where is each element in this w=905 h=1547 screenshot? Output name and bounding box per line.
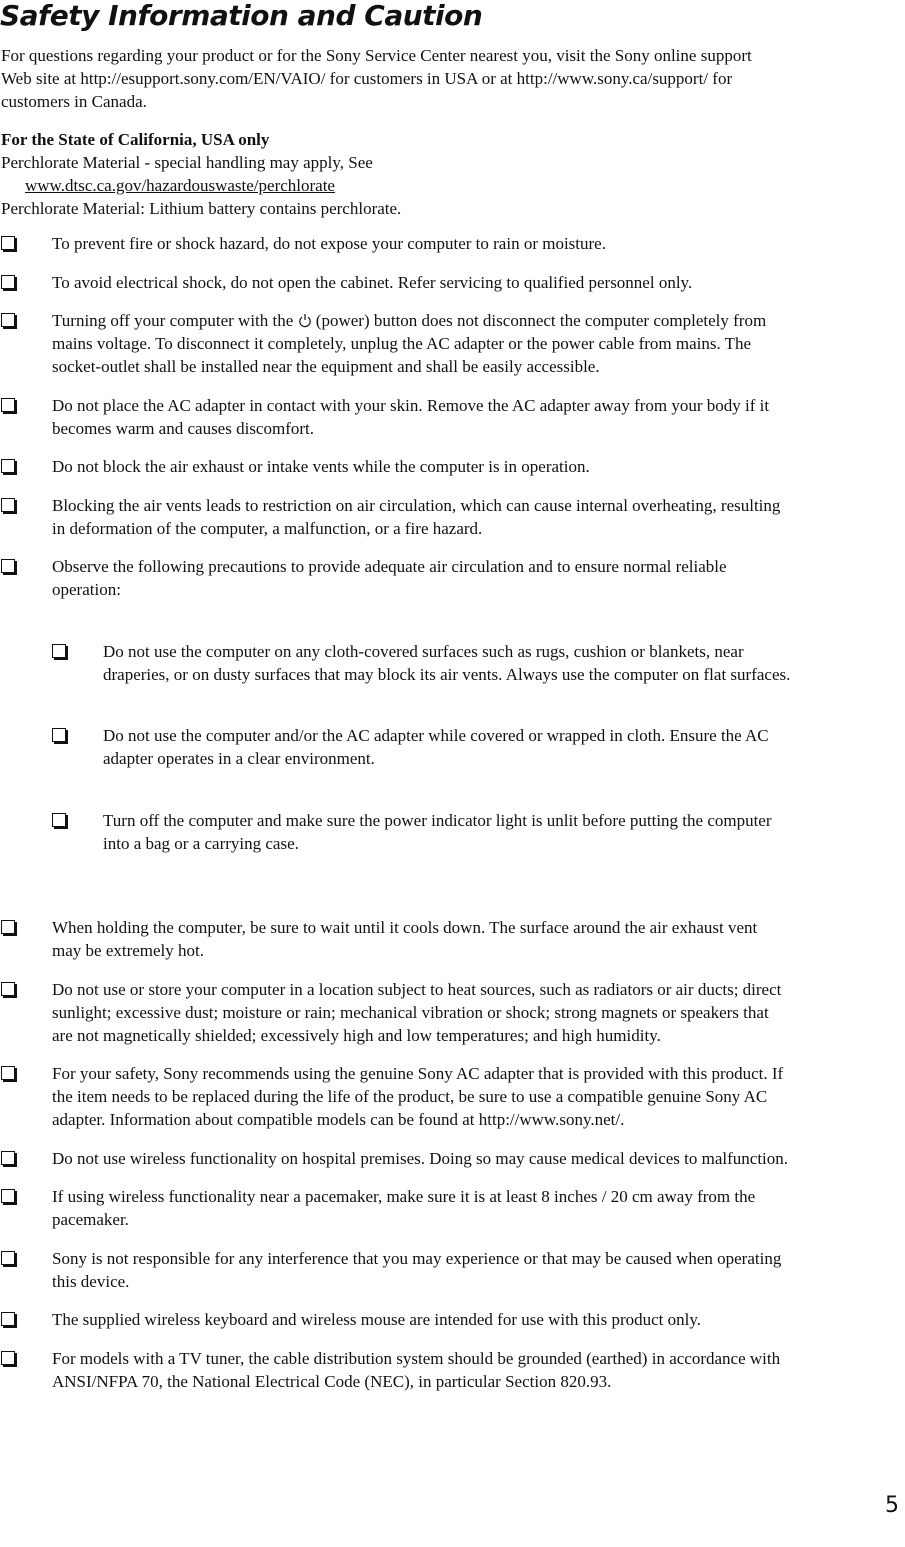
list-item <box>1 1347 905 1393</box>
power-icon <box>298 313 312 328</box>
california-section <box>1 128 905 220</box>
page-title: Safety Information and Caution <box>0 0 483 32</box>
checkbox-bullet-icon <box>1 275 15 289</box>
list-item <box>1 1308 905 1331</box>
list-item <box>1 1147 905 1170</box>
checkbox-bullet-icon <box>52 728 66 742</box>
list-item <box>1 271 905 294</box>
item-text: Do not place the AC adapter in contact with your skin. Remove the AC adapter away from your body if it becomes warm and causes discomfort. <box>52 395 770 438</box>
checkbox-bullet-icon <box>1 1189 15 1203</box>
item-text: Turn off the computer and make sure the power indicator light is unlit before putting the computer into a bag or a carrying case. <box>103 810 772 853</box>
list-item <box>1 455 905 478</box>
list-item <box>1 494 905 540</box>
list-item <box>1 1185 905 1231</box>
checkbox-bullet-icon <box>1 398 15 412</box>
document-body <box>1 44 905 1408</box>
checkbox-bullet-icon <box>1 236 15 250</box>
item-text: The supplied wireless keyboard and wireless mouse are intended for use with this product only. <box>52 1310 701 1329</box>
list-item <box>1 232 905 255</box>
perchlorate-line-1: Perchlorate Material - special handling may apply, See <box>1 153 373 172</box>
item-text: Turning off your computer with the <box>52 311 298 330</box>
list-item <box>1 555 905 901</box>
item-text: Sony is not responsible for any interference that you may experience or that may be caused when operating this device. <box>52 1248 782 1291</box>
item-text: For your safety, Sony recommends using the genuine Sony AC adapter that is provided with this product. If the item needs to be replaced during the life of the product, be sure to use a compatible genuine Sony AC adapter. Information about compatible models can be found at http://www.sony.net/. <box>52 1064 784 1129</box>
sub-list-item <box>52 809 905 855</box>
list-item <box>1 978 905 1047</box>
list-item <box>1 1062 905 1131</box>
sub-list-item <box>52 724 905 770</box>
california-heading: For the State of California, USA only <box>1 130 270 149</box>
perchlorate-link[interactable]: www.dtsc.ca.gov/hazardouswaste/perchlorate <box>25 176 335 195</box>
intro-paragraph: For questions regarding your product or for the Sony Service Center nearest you, visit the Sony online support Web site at http://esupport.sony.com/EN/VAIO/ for customers in USA or at http://www.sony.ca/support/ for customers in Canada. <box>1 46 752 111</box>
list-item <box>1 916 905 962</box>
item-text: (power) button does not disconnect the computer completely from mains voltage. To disconnect it completely, unplug the AC adapter or the power cable from mains. The socket-outlet shall be installed near the equipment and shall be easily accessible. <box>52 311 767 376</box>
item-text: To avoid electrical shock, do not open the cabinet. Refer servicing to qualified personnel only. <box>52 272 693 292</box>
item-text: Do not use or store your computer in a location subject to heat sources, such as radiators or air ducts; direct sunlight; excessive dust; moisture or rain; mechanical vibration or shock; strong magnets or speakers that are not magnetically shielded; excessively high and low temperatures; and high humidity. <box>52 979 782 1045</box>
item-text: For models with a TV tuner, the cable distribution system should be grounded (earthed) in accordance with ANSI/NFPA 70, the National Electrical Code (NEC), in particular Section 820.93. <box>52 1348 781 1391</box>
perchlorate-line-2: Perchlorate Material: Lithium battery contains perchlorate. <box>1 199 402 218</box>
item-text: Observe the following precautions to provide adequate air circulation and to ensure normal reliable operation: <box>52 557 727 599</box>
sub-list-item <box>52 640 905 686</box>
checkbox-bullet-icon <box>1 1351 15 1365</box>
checkbox-bullet-icon <box>1 1151 15 1165</box>
checkbox-bullet-icon <box>1 1251 15 1265</box>
item-text: Blocking the air vents leads to restriction on air circulation, which can cause internal overheating, resulting in deformation of the computer, a malfunction, or a fire hazard. <box>52 495 781 538</box>
item-text: Do not use the computer and/or the AC adapter while covered or wrapped in cloth. Ensure the AC adapter operates in a clear environment. <box>103 726 769 768</box>
checkbox-bullet-icon <box>1 1066 15 1080</box>
checkbox-bullet-icon <box>52 813 66 827</box>
page-number: 5 <box>885 1493 899 1518</box>
list-item <box>1 309 905 378</box>
checkbox-bullet-icon <box>1 982 15 996</box>
checkbox-bullet-icon <box>52 644 66 658</box>
checkbox-bullet-icon <box>1 1312 15 1326</box>
checkbox-bullet-icon <box>1 459 15 473</box>
list-item <box>1 1247 905 1293</box>
checkbox-bullet-icon <box>1 313 15 327</box>
item-text: Do not block the air exhaust or intake vents while the computer is in operation. <box>52 457 590 476</box>
item-text: To prevent fire or shock hazard, do not expose your computer to rain or moisture. <box>52 234 606 253</box>
checkbox-bullet-icon <box>1 559 15 573</box>
sub-list <box>52 617 905 878</box>
checkbox-bullet-icon <box>1 498 15 512</box>
item-text: Do not use the computer on any cloth-covered surfaces such as rugs, cushion or blankets, near draperies, or on dusty surfaces that may block its air vents. Always use the computer on flat surfaces. <box>103 641 791 684</box>
item-text: When holding the computer, be sure to wait until it cools down. The surface around the air exhaust vent may be extremely hot. <box>52 918 758 960</box>
item-text: Do not use wireless functionality on hospital premises. Doing so may cause medical devices to malfunction. <box>52 1148 789 1168</box>
checkbox-bullet-icon <box>1 920 15 934</box>
list-item <box>1 394 905 440</box>
item-text: If using wireless functionality near a pacemaker, make sure it is at least 8 inches / 20 cm away from the pacemaker. <box>52 1187 756 1229</box>
